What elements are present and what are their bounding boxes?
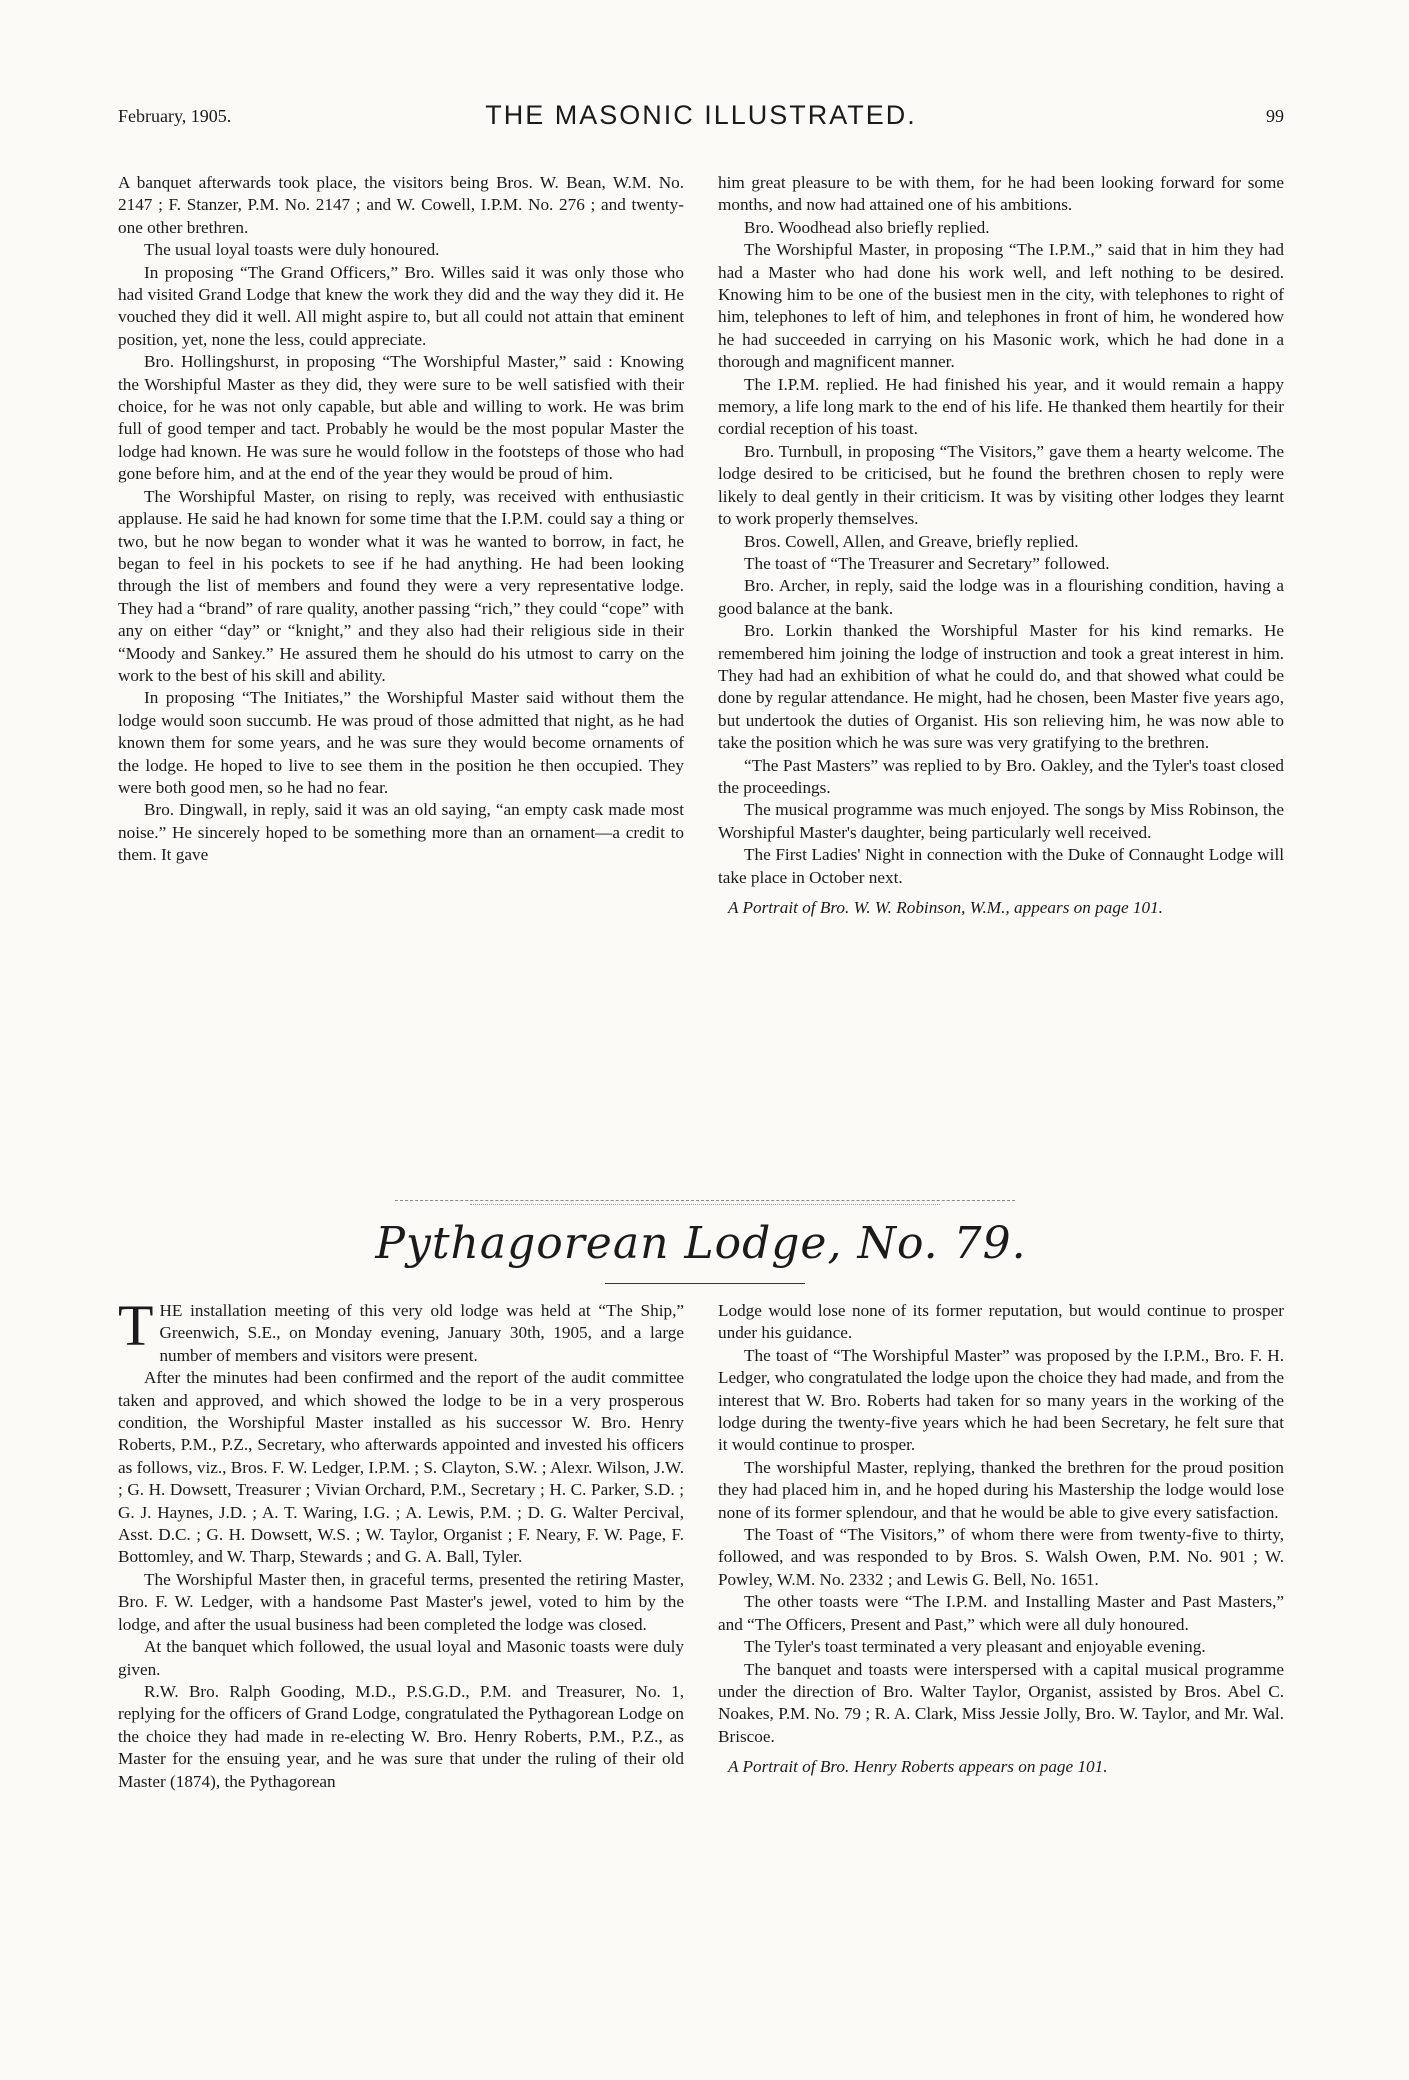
title-underline (605, 1283, 805, 1284)
page-header (118, 100, 1284, 132)
paragraph: A banquet afterwards took place, the visitors being Bros. W. Bean, W.M. No. 2147 ; F. Stanzer, P.M. No. 2147 ; and W. Cowell, I.P.M. No. 276 ; and twenty-one other brethren. (118, 173, 684, 237)
section-divider (395, 1200, 1015, 1201)
paragraph: After the minutes had been confirmed and the report of the audit committee taken and approved, and which showed the lodge to be in a very prosperous condition, the Worshipful Master installed as his successor W. Bro. Henry Roberts, P.M., P.Z., Secretary, who afterwards appointed and invested his officers as follows, viz., Bros. F. W. Ledger, I.P.M. ; S. Clayton, S.W. ; Alexr. Wilson, J.W. ; G. H. Dowsett, Treasurer ; Vivian Orchard, P.M., Secretary ; H. C. Parker, S.D. ; G. J. Haynes, J.D. ; A. T. Waring, I.G. ; A. Lewis, P.M. ; D. G. Walter Percival, Asst. D.C. ; G. H. Dowsett, W.S. ; W. Taylor, Organist ; F. Neary, F. W. Page, F. Bottomley, and W. Tharp, Stewards ; and G. A. Ball, Tyler. (118, 1368, 684, 1567)
opening-paragraph (118, 1293, 684, 1367)
paragraph: The Worshipful Master, in proposing “The I.P.M.,” said that in him they had had a Master who had done his work well, and left nothing to be desired. Knowing him to be one of the busiest men in the city, with telephones to right of him, telephones to left of him, and telephones in front of him, he wondered how he had succeeded in carrying on his Masonic work, which he had done in a thorough and magnificent manner. (718, 240, 1284, 372)
article-title: Pythagorean Lodge, No. 79. (375, 1218, 1027, 1269)
paragraph: Bro. Turnbull, in proposing “The Visitors,” gave them a hearty welcome. The lodge desired to be criticised, but he found the brethren chosen to reply were likely to deal gently in their criticism. It was by visiting other lodges they learnt to work properly themselves. (718, 441, 1284, 529)
paragraph: The worshipful Master, replying, thanked the brethren for the proud position they had placed him in, and he hoped during his Mastership the lodge would lose none of its former splendour, and that he would be able to give every satisfaction. (718, 1457, 1284, 1522)
article2-left-column (118, 1293, 684, 1793)
paragraph: The toast of “The Worshipful Master” was proposed by the I.P.M., Bro. F. H. Ledger, who congratulated the lodge upon the choice they had made, and from the interest that W. Bro. Roberts had taken for so many years in the working of the lodge during the twenty-five years which he had been Secretary, he felt sure that it would continue to prosper. (718, 1345, 1284, 1455)
paragraph: The toast of “The Treasurer and Secretary” followed. (744, 553, 1110, 573)
article1-right-column (718, 172, 1284, 919)
paragraph: The Worshipful Master, on rising to reply, was received with enthusiastic applause. He said he had known for some time that the I.P.M. could say a thing or two, but he now began to wonder what it was he wanted to borrow, in fact, he began to feel in his pockets to see if he had anything. He had been looking through the list of members and found they were a very representative lodge. They had a “brand” of rare quality, another passing “rich,” they could “cope” with any on either “day” or “knight,” and they also had their religious side in their “Moody and Sankey.” He assured them he should do his utmost to carry on the work to the best of his skill and ability. (118, 486, 684, 685)
publication-title: THE MASONIC ILLUSTRATED. (485, 100, 917, 130)
page-number: 99 (1266, 106, 1284, 126)
paragraph: The musical programme was much enjoyed. The songs by Miss Robinson, the Worshipful Master's daughter, being particularly well received. (718, 800, 1284, 842)
paragraph: Bro. Dingwall, in reply, said it was an old saying, “an empty cask made most noise.” He sincerely hoped to be something more than an ornament—a credit to them. It gave (118, 800, 684, 865)
paragraph: The other toasts were “The I.P.M. and Installing Master and Past Masters,” and “The Officers, Present and Past,” which were all duly honoured. (718, 1592, 1284, 1634)
article1-left-column (118, 172, 684, 867)
paragraph: The I.P.M. replied. He had finished his year, and it would remain a happy memory, a life long mark to the end of his life. He thanked them heartily for their cordial reception of his toast. (718, 374, 1284, 439)
paragraph: In proposing “The Initiates,” the Worshipful Master said without them the lodge would soon succumb. He was proud of those admitted that night, as he had known them for some years, and he was sure they would become ornaments of the lodge. He hoped to live to see them in the position he then occupied. They were both good men, so he had no fear. (118, 688, 684, 797)
paragraph: “The Past Masters” was replied to by Bro. Oakley, and the Tyler's toast closed the proceedings. (718, 755, 1284, 797)
drop-cap: T (118, 1293, 154, 1358)
paragraph: At the banquet which followed, the usual loyal and Masonic toasts were duly given. (118, 1637, 684, 1679)
portrait-caption: A Portrait of Bro. W. W. Robinson, W.M., appears on page 101. (728, 898, 1163, 917)
paragraph: him great pleasure to be with them, for he had been looking forward for some months, and now had attained one of his ambitions. (718, 173, 1284, 215)
paragraph: The First Ladies' Night in connection with the Duke of Connaught Lodge will take place in October next. (718, 845, 1284, 887)
paragraph: In proposing “The Grand Officers,” Bro. Willes said it was only those who had visited Grand Lodge that knew the work they did and the way they did it. He vouched they did it well. All might aspire to, but all could not attain that eminent position, yet, none the less, could appreciate. (118, 262, 684, 349)
paragraph: The usual loyal toasts were duly honoured. (144, 240, 440, 260)
paragraph: Bro. Archer, in reply, said the lodge was in a flourishing condition, having a good balance at the bank. (718, 576, 1284, 618)
paragraph: R.W. Bro. Ralph Gooding, M.D., P.S.G.D., P.M. and Treasurer, No. 1, replying for the officers of Grand Lodge, congratulated the Pythagorean Lodge on the choice they had made in re-electing W. Bro. Henry Roberts, P.M., P.Z., as Master for the ensuing year, and he was sure that under the ruling of their old Master (1874), the Pythagorean (118, 1681, 684, 1791)
paragraph: The banquet and toasts were interspersed with a capital musical programme under the direction of Bro. Walter Taylor, Organist, assisted by Bros. Abel C. Noakes, P.M. No. 79 ; R. A. Clark, Miss Jessie Jolly, Bro. W. Taylor, and Mr. Wal. Briscoe. (718, 1659, 1284, 1746)
paragraph: Bros. Cowell, Allen, and Greave, briefly replied. (744, 531, 1079, 551)
paragraph: The Tyler's toast terminated a very pleasant and enjoyable evening. (744, 1637, 1206, 1657)
section-divider-inner (470, 1204, 940, 1205)
issue-date: February, 1905. (118, 106, 232, 126)
paragraph: Bro. Woodhead also briefly replied. (744, 217, 990, 237)
paragraph: Bro. Lorkin thanked the Worshipful Master for his kind remarks. He remembered him joining the lodge of instruction and took a great interest in him. They had had an exhibition of what he could do, and that showed what could be done by regular attendance. He might, had he chosen, been Master five years ago, but undertook the duties of Organist. His son relieving him, he was now able to take the position which he was sure was very gratifying to the brethren. (718, 621, 1284, 753)
portrait-caption: A Portrait of Bro. Henry Roberts appears on page 101. (728, 1757, 1108, 1777)
article2-right-column (718, 1300, 1284, 1779)
paragraph: Lodge would lose none of its former reputation, but would continue to prosper under his guidance. (718, 1301, 1284, 1343)
paragraph: The Worshipful Master then, in graceful terms, presented the retiring Master, Bro. F. W. Ledger, with a handsome Past Master's jewel, voted to him by the lodge, and after the usual business had been completed the lodge was closed. (118, 1569, 684, 1634)
paragraph: Bro. Hollingshurst, in proposing “The Worshipful Master,” said : Knowing the Worshipful Master as they did, they were sure to be well satisfied with their choice, for he was not only capable, but able and willing to work. He was brim full of good temper and tact. Probably he would be the most popular Master the lodge had known. He was sure he would follow in the footsteps of those who had gone before him, and at the end of the year they would be proud of him. (118, 352, 684, 484)
opening-text: HE installation meeting of this very old lodge was held at “The Ship,” Greenwich, S.E., on Monday evening, January 30th, 1905, and a large number of members and visitors were present. (159, 1301, 684, 1365)
paragraph: The Toast of “The Visitors,” of whom there were from twenty-five to thirty, followed, and was responded to by Bros. S. Walsh Owen, P.M. No. 901 ; W. Powley, W.M. No. 2332 ; and Lewis G. Bell, No. 1651. (718, 1525, 1284, 1589)
